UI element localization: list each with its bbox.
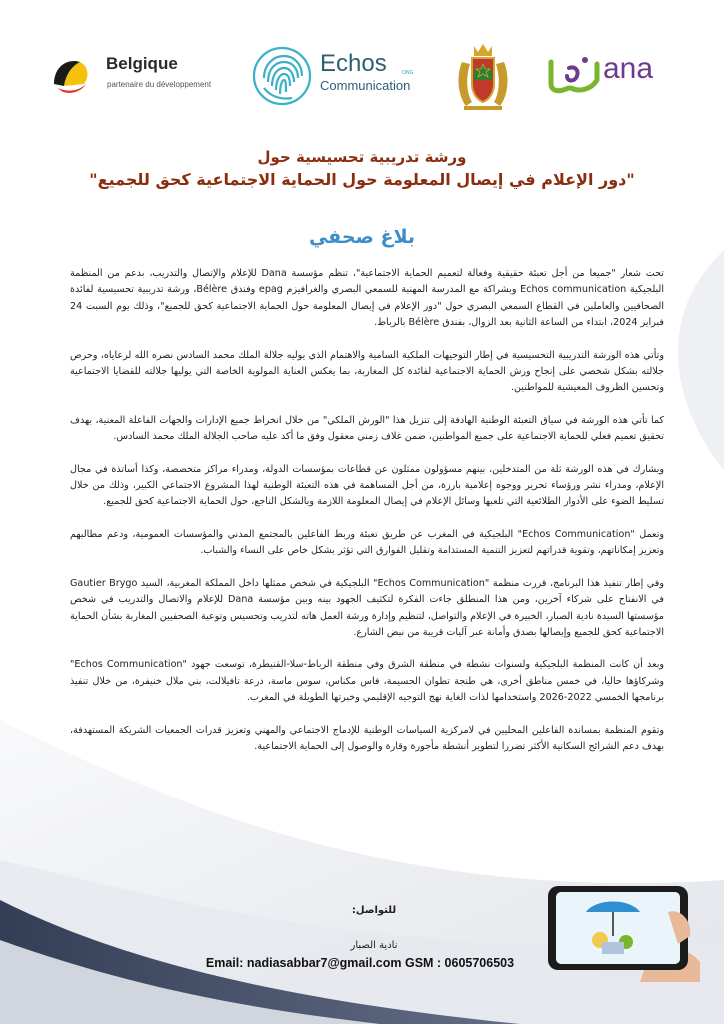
echos-ngo-label: ONG [402, 70, 414, 76]
belgium-subtitle: partenaire du développement [107, 80, 212, 89]
echos-name: Echos [320, 50, 387, 77]
moroccan-coat-of-arms-icon [452, 40, 514, 112]
paragraph: ويشارك في هذه الورشة ثلة من المتدخلين، بينهم مسؤولون ممثلون عن قطاعات بمؤسسات الدولة، ومدراء مراكز متخصصة، وكذا أساتذة في مجال الإعلام، ومدراء نشر ورؤساء تحرير ووجوه إعلامية بارزة، من أجل المساهمة في هذه التعبئة الوطنية لهذا المشروع الاجتماعي الكبير، وذلك من خلال تسليط الضوء على الأدوار الطلائعية التي تلعبها وسائل الإعلام في إيصال المعلومة اللازمة وبالشكل الناجع، حول الحماية الاجتماعية كحق للجميع. [70, 463, 664, 508]
paragraph: وتقوم المنظمة بمساندة الفاعلين المحليين في لامركزية السياسات الوطنية للإدماج الاجتماعي والمهني وتعزيز قدرات الجمعيات الشريكة المستهدفة، بهدف دعم الشرائح السكانية الأكثر تضررا لتطوير أنشطة مأجورة وقارة والوصول إلى الحماية الاجتماعية. [70, 724, 664, 752]
belgium-logo [50, 40, 230, 112]
belgium-flag-icon [50, 54, 92, 96]
press-release-heading: بلاغ صحفي [308, 226, 416, 248]
contact-email-phone[interactable]: Email: nadiasabbar7@gmail.com GSM : 0605706503 [205, 956, 515, 970]
partner-logos [40, 40, 690, 112]
paragraph: وبعد أن كانت المنظمة البلجيكية ولسنوات نشطة في منطقة الشرق وفي منطقة الرباط-سلا-القنيطرة، توسعت جهود "Echos Communication" وشركاؤها حاليا، في خمس مناطق أخرى، هي طنجة تطوان الحسيمة، فاس مكناس، سوس ماسة، درعة تافيلالت، بني ملال خنيفرة، من خلال تنفيذ برنامجها الخمسي 2022-2026 واستخدامها لذات الغاية نهج التوجيه الإقليمي وخبرتها الطويلة في المغرب. [70, 659, 665, 704]
workshop-title-line2: "دور الإعلام في إيصال المعلومة حول الحماية الاجتماعية كحق للجميع" [89, 170, 635, 189]
contact-name: نادية الصبار [350, 940, 398, 951]
paragraph: وتأتي هذه الورشة التدريبية التحسيسية في إطار التوجيهات الملكية السامية والاهتمام الذي يوليه جلالة الملك محمد السادس نصره الله لرعاياه، وحرص جلالته بشكل شخصي على إنجاح ورش الحماية الاجتماعية لفائدة كل المغاربة، بما يعكس العناية المولوية الخاصة التي يوليها جلالته للقضايا الاجتماعية وتحسين الظروف المعيشية للمواطنين. [70, 349, 664, 394]
belgium-name: Belgique [106, 54, 178, 73]
contact-label: للتواصل: [351, 905, 397, 916]
workshop-title-line1: ورشة تدريبية تحسيسية حول [257, 148, 467, 166]
paragraph: تحت شعار "جميعا من أجل تعبئة حقيقية وفعالة لتعميم الحماية الاجتماعية"، تنظم مؤسسة Dana للإعلام والإتصال والتدريب، بدعم من المنظمة البلجيكية Echos communication وبشراكة مع المدرسة المهنية للسمعي البصري والغرافيزم epag وفندق Bélère، ورشة تدريبية تحسيسية لفائدة الصحافيين والعاملين في القطاع السمعي البصري حول "دور الإعلام في إيصال المعلومة حول الحماية الاجتماعية كحق للجميع"، وذلك يوم السبت 24 فبراير 2024، ابتداء من الساعة الثانية بعد الزوال، بفندق Bélère بالرباط. [70, 268, 664, 329]
press-release-body [70, 266, 664, 771]
echos-subtitle: Communication [320, 78, 411, 93]
dana-arabic-mark-icon [545, 54, 603, 96]
paragraph: كما تأتي هذه الورشة في سياق التعبئة الوطنية الهادفة إلى تنزيل هذا "الورش الملكي" من خلال انخراط جميع الإدارات والجهات الفاعلة المعنية، بهدف تحقيق تعميم فعلي للحماية الاجتماعية على جميع المواطنين، ضمن غلاف زمني معقول وفق ما أكد عليه صاحب الجلالة الملك محمد السادس. [70, 414, 664, 443]
dana-logo [545, 40, 675, 112]
paragraph: وتعمل "Echos Communication" البلجيكية في المغرب عن طريق تعبئة وربط الفاعلين بالمجتمع المدني والمؤسسات العمومية، ودعم مطالبهم وتعزيز إمكاناتهم، وتقوية قدراتهم لتعزيز التنمية المستدامة وتقليل الفوارق التي تؤثر بشكل خاص على النساء والشباب. [70, 528, 664, 557]
dana-name: ana [603, 52, 654, 85]
paragraph: وفي إطار تنفيذ هذا البرنامج، قررت منظمة "Echos Communication" البلجيكية في شخص ممثلها داخل المملكة المغربية، السيد Gautier Brygo في الانفتاح على شركاء آخرين، ومن هذا المنطلق جاءت الفكرة لتكثيف الجهود بينه وبين مؤسسة Dana للإعلام والاتصال والتدريب في شخص مؤسستها السيدة نادية الصبار، الخبيرة في الإعلام والتواصل، لتنظيم وإدارة ورشة العمل هاته لتدريب وتحسيس وتوعية الصحفيين المغاربة بشأن الحماية الاجتماعية كحق للجميع وإيصالها بصدق وأمانة عبر آليات قريبة من نبض الشارع. [70, 577, 665, 638]
fingerprint-icon [250, 44, 314, 108]
echos-logo [250, 40, 420, 112]
